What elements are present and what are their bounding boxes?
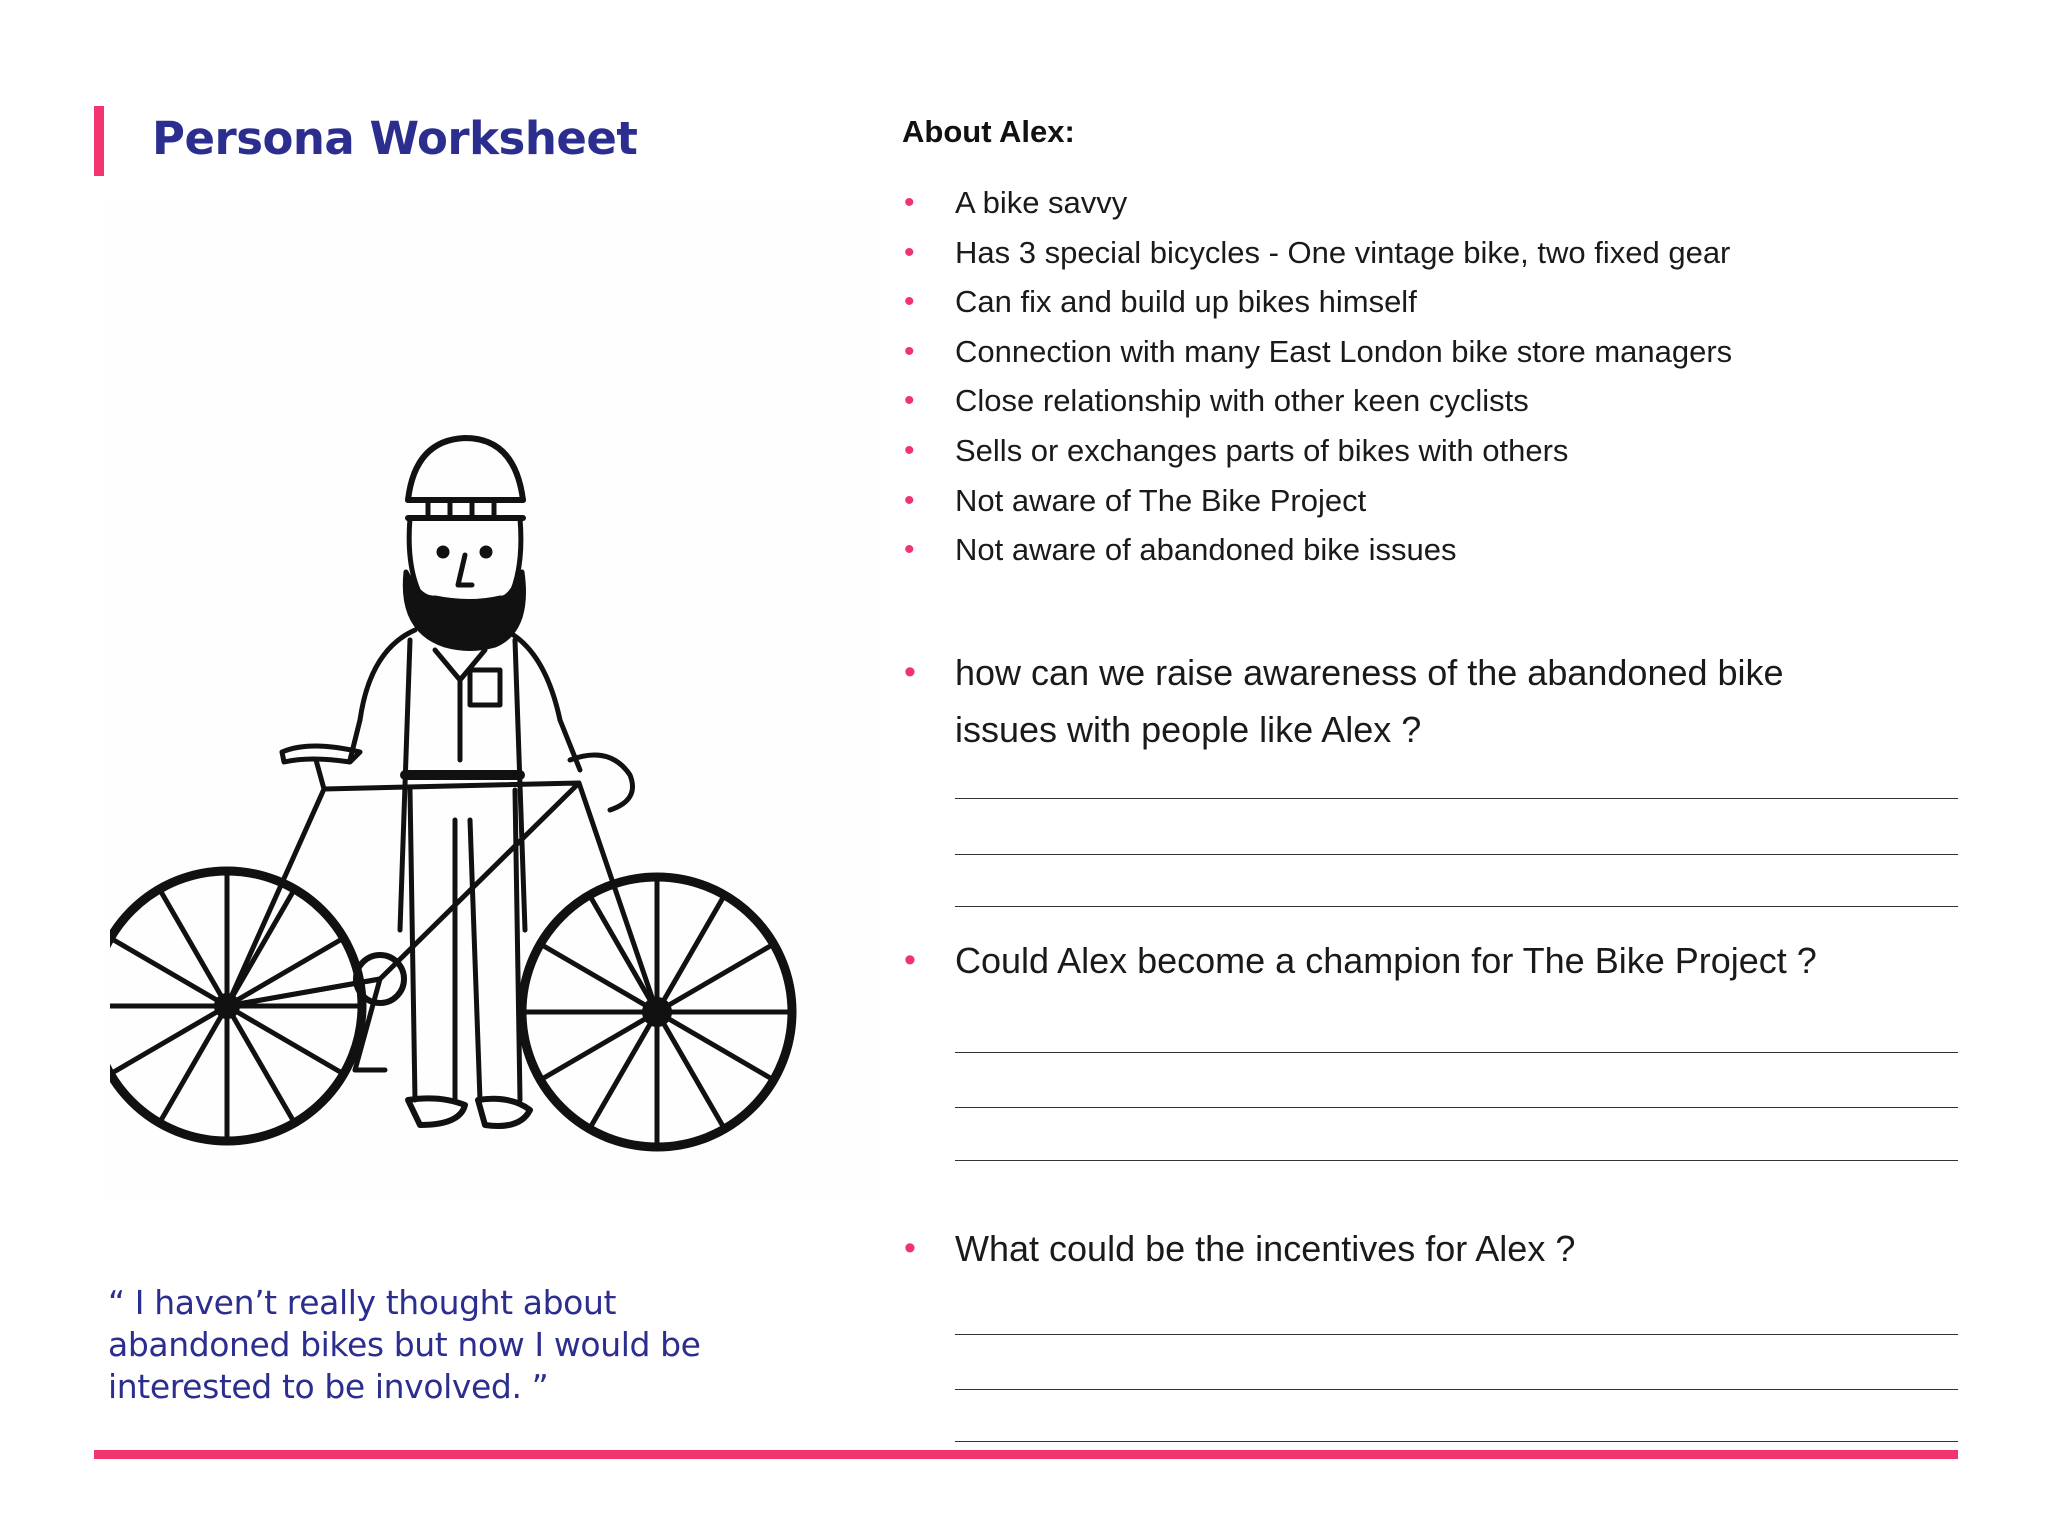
about-item	[902, 476, 1732, 526]
about-item	[902, 327, 1732, 377]
title-accent-bar	[94, 106, 104, 176]
about-item-text: A bike savvy	[955, 185, 1128, 220]
bullet-icon: •	[904, 235, 915, 269]
question-block	[902, 1220, 1958, 1277]
about-item-text: Has 3 special bicycles - One vintage bike, two fixed gear	[955, 234, 1731, 270]
about-item-text: Connection with many East London bike store managers	[955, 333, 1733, 369]
answer-line[interactable]	[955, 906, 1958, 907]
about-item	[902, 228, 1732, 278]
bullet-icon: •	[904, 384, 915, 418]
question-text	[902, 644, 1855, 758]
question-2-text: Could Alex become a champion for The Bike Project ?	[955, 940, 1817, 981]
about-item	[902, 525, 1732, 575]
question-text	[902, 932, 1958, 989]
question-text	[902, 1220, 1958, 1277]
bottom-rule	[94, 1450, 1958, 1459]
bullet-icon: •	[904, 653, 916, 691]
question-block	[902, 932, 1958, 989]
bullet-icon: •	[904, 1229, 916, 1267]
answer-line[interactable]	[955, 1334, 1958, 1335]
bike-frame	[227, 746, 657, 1070]
about-item	[902, 426, 1732, 476]
answer-line[interactable]	[955, 1107, 1958, 1108]
question-block	[902, 644, 1958, 758]
answer-line[interactable]	[955, 798, 1958, 799]
about-item	[902, 376, 1732, 426]
answer-line[interactable]	[955, 1441, 1958, 1442]
about-item-text: Sells or exchanges parts of bikes with others	[955, 432, 1569, 468]
about-item	[902, 277, 1732, 327]
about-item	[902, 178, 1732, 228]
bullet-icon: •	[904, 433, 915, 467]
answer-line[interactable]	[955, 1052, 1958, 1053]
about-heading: About Alex:	[902, 114, 1075, 149]
bullet-icon: •	[904, 285, 915, 319]
bullet-icon: •	[904, 334, 915, 368]
answer-line[interactable]	[955, 854, 1958, 855]
worksheet-title: Persona Worksheet	[152, 112, 638, 165]
about-item-text: Can fix and build up bikes himself	[955, 284, 1417, 320]
answer-line[interactable]	[955, 1389, 1958, 1390]
cyclist-illustration	[110, 200, 880, 1200]
about-list	[902, 178, 1732, 575]
persona-quote: “ I haven’t really thought about abandoned bikes but now I would be interested to be involved. ”	[108, 1283, 701, 1406]
bullet-icon: •	[904, 533, 915, 567]
question-1-text: how can we raise awareness of the abandoned bike issues with people like Alex ?	[955, 652, 1784, 750]
bullet-icon: •	[904, 941, 916, 979]
answer-line[interactable]	[955, 1160, 1958, 1161]
about-item-text: Close relationship with other keen cyclists	[955, 383, 1529, 419]
about-item-text: Not aware of abandoned bike issues	[955, 532, 1457, 568]
question-3-text: What could be the incentives for Alex ?	[955, 1228, 1576, 1269]
about-item-text: Not aware of The Bike Project	[955, 482, 1367, 518]
bullet-icon: •	[904, 483, 915, 517]
bullet-icon: •	[904, 186, 915, 219]
